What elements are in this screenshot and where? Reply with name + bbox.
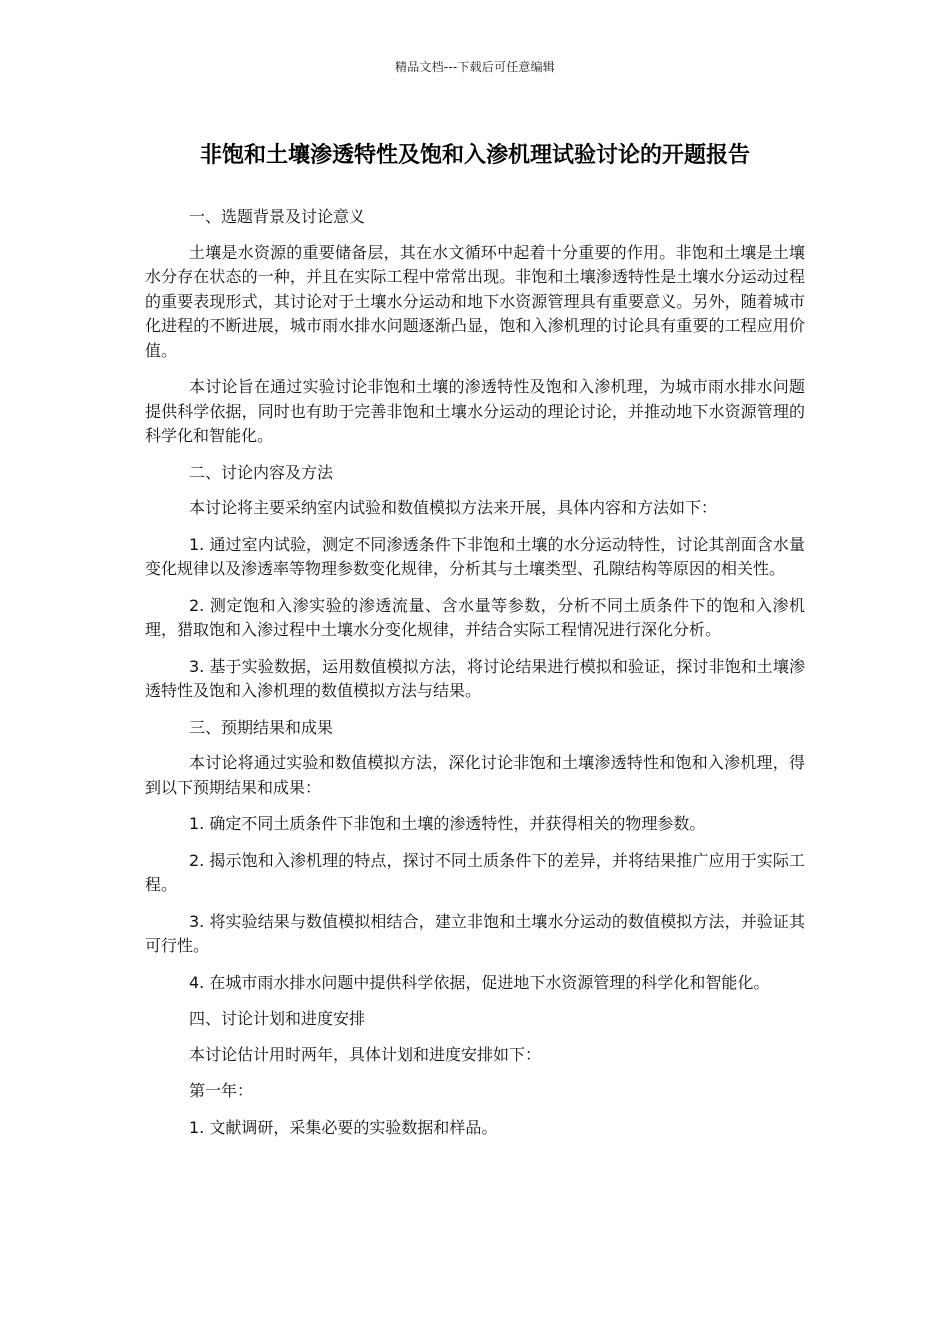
list-item: 1. 确定不同土质条件下非饱和土壤的渗透特性，并获得相关的物理参数。: [189, 814, 706, 833]
page-header: 精品文档---下载后可任意编辑: [395, 60, 555, 74]
list-item: 2. 揭示饱和入渗机理的特点，探讨不同土质条件下的差异，并将结果推广应用于实际工程。: [145, 850, 805, 894]
list-item: 1. 文献调研，采集必要的实验数据和样品。: [189, 1117, 498, 1137]
list-item: 3. 基于实验数据，运用数值模拟方法，将讨论结果进行模拟和验证，探讨非饱和土壤渗透特性及饱和入渗机理的数值模拟方法与结果。: [145, 656, 805, 700]
body-paragraph: 第一年：: [189, 1081, 254, 1100]
section-heading-plan-schedule: 四、讨论计划和进度安排: [189, 1009, 366, 1028]
body-paragraph: 本讨论估计用时两年，具体计划和进度安排如下：: [189, 1044, 542, 1064]
document-title: 非饱和土壤渗透特性及饱和入渗机理试验讨论的开题报告: [199, 143, 750, 168]
list-item: 3. 将实验结果与数值模拟相结合，建立非饱和土壤水分运动的数值模拟方法，并验证其可行性。: [145, 911, 805, 955]
body-paragraph: 本讨论旨在通过实验讨论非饱和土壤的渗透特性及饱和入渗机理，为城市雨水排水问题提供科学依据，同时也有助于完善非饱和土壤水分运动的理论讨论，并推动地下水资源管理的科学化和智能化。: [145, 377, 805, 445]
document-body: [145, 205, 805, 1152]
list-item: 4. 在城市雨水排水问题中提供科学依据，促进地下水资源管理的科学化和智能化。: [189, 972, 770, 992]
body-paragraph: 土壤是水资源的重要储备层，其在水文循环中起着十分重要的作用。非饱和土壤是土壤水分存在状态的一种，并且在实际工程中常常出现。非饱和土壤渗透特性是土壤水分运动过程的重要表现形式，其讨论对于土壤水分运动和地下水资源管理具有重要意义。另外，随着城市化进程的不断进展，城市雨水排水问题逐渐凸显，饱和入渗机理的讨论具有重要的工程应用价值。: [145, 242, 805, 360]
section-heading-expected-results: 三、预期结果和成果: [189, 717, 334, 737]
body-paragraph: 本讨论将通过实验和数值模拟方法，深化讨论非饱和土壤渗透特性和饱和入渗机理，得到以下预期结果和成果：: [145, 753, 805, 797]
section-heading-background: 一、选题背景及讨论意义: [189, 207, 366, 226]
body-paragraph: 本讨论将主要采纳室内试验和数值模拟方法来开展，具体内容和方法如下：: [189, 498, 718, 517]
list-item: 2. 测定饱和入渗实验的渗透流量、含水量等参数，分析不同土质条件下的饱和入渗机理，猎取饱和入渗过程中土壤水分变化规律，并结合实际工程情况进行深化分析。: [145, 595, 805, 639]
section-heading-content-methods: 二、讨论内容及方法: [189, 462, 334, 482]
list-item: 1. 通过室内试验，测定不同渗透条件下非饱和土壤的水分运动特性，讨论其剖面含水量变化规律以及渗透率等物理参数变化规律，分析其与土壤类型、孔隙结构等原因的相关性。: [145, 534, 805, 578]
